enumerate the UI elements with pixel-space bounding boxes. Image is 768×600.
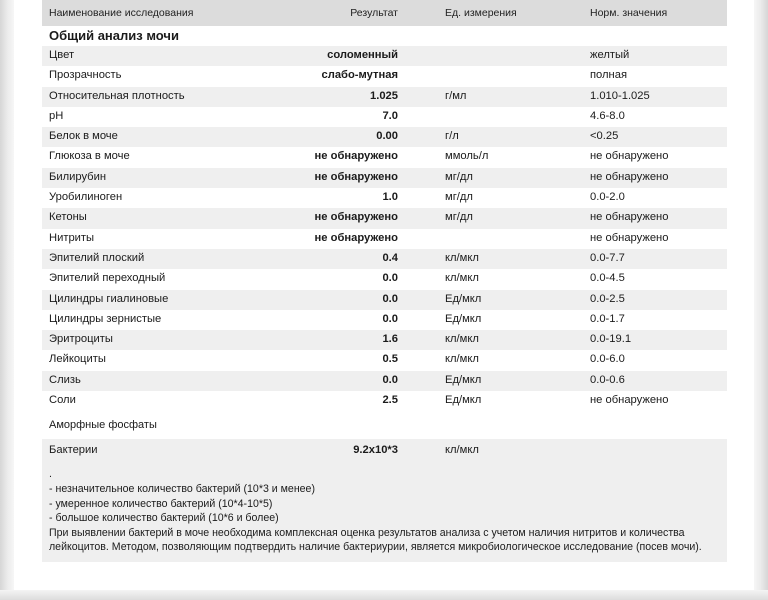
row-norm: не обнаружено xyxy=(590,394,669,407)
row-unit: Ед/мкл xyxy=(445,312,482,325)
row-unit: кл/мкл xyxy=(445,353,479,366)
table-row xyxy=(42,147,727,167)
page-shadow-right xyxy=(754,0,768,600)
row-name: Нитриты xyxy=(49,231,95,244)
amorphous-note-text: Аморфные фосфаты xyxy=(49,419,157,432)
bacteria-name: Бактерии xyxy=(49,444,98,457)
table-row xyxy=(42,350,727,370)
row-norm: не обнаружено xyxy=(590,231,669,244)
row-result: 0.0 xyxy=(382,292,398,305)
row-norm: 1.010-1.025 xyxy=(590,89,650,102)
row-norm: полная xyxy=(590,69,628,82)
row-norm: не обнаружено xyxy=(590,211,669,224)
table-row xyxy=(42,249,727,269)
row-result: слабо-мутная xyxy=(321,69,398,82)
row-result: 7.0 xyxy=(382,109,398,122)
table-row xyxy=(42,269,727,289)
row-name: pH xyxy=(49,109,64,122)
bacteria-row xyxy=(42,439,727,461)
page-shadow-bottom xyxy=(0,590,768,600)
row-name: Цвет xyxy=(49,49,75,61)
table-row xyxy=(42,66,727,86)
row-unit: кл/мкл xyxy=(445,251,479,264)
header-unit: Ед. измерения xyxy=(445,7,517,19)
row-result: 1.0 xyxy=(382,191,398,204)
row-unit: мг/дл xyxy=(445,191,473,204)
table-row xyxy=(42,290,727,310)
row-unit: мг/дл xyxy=(445,170,473,183)
table-row xyxy=(42,330,727,350)
row-result: 0.0 xyxy=(382,272,398,285)
row-norm: желтый xyxy=(590,49,630,61)
row-result: соломенный xyxy=(327,49,398,61)
table-header xyxy=(42,0,727,26)
row-unit: кл/мкл xyxy=(445,272,479,285)
results-table xyxy=(42,0,727,562)
row-norm: 0.0-0.6 xyxy=(590,373,625,386)
row-name: Прозрачность xyxy=(49,69,122,82)
row-result: не обнаружено xyxy=(314,211,398,224)
row-result: 1.6 xyxy=(382,333,398,346)
note-line: - умеренное количество бактерий (10*4-10*5) xyxy=(49,497,273,510)
note-line: - незначительное количество бактерий (10*3 и менее) xyxy=(49,482,315,495)
row-result: 1.025 xyxy=(370,89,398,102)
row-result: 0.00 xyxy=(376,130,398,143)
row-unit: Ед/мкл xyxy=(445,292,482,305)
row-norm: 0.0-6.0 xyxy=(590,353,625,366)
row-name: Глюкоза в моче xyxy=(49,150,130,163)
row-unit: кл/мкл xyxy=(445,333,479,346)
row-norm: 0.0-7.7 xyxy=(590,251,625,264)
bacteria-unit: кл/мкл xyxy=(445,444,479,457)
note-line: При выявлении бактерий в моче необходима комплексная оценка результатов анализа с учетом наличия нитритов и количества лейкоцитов. Методом, позволяющим подтвердить наличие бактериурии, является микробиологическое исследование (посев мочи). xyxy=(49,526,702,554)
table-row xyxy=(42,46,727,66)
row-name: Эритроциты xyxy=(49,333,113,346)
table-row xyxy=(42,208,727,228)
row-result: 0.0 xyxy=(382,312,398,325)
header-name: Наименование исследования xyxy=(49,7,194,19)
table-row xyxy=(42,107,727,127)
table-row xyxy=(42,168,727,188)
row-unit: Ед/мкл xyxy=(445,394,482,407)
row-norm: 0.0-4.5 xyxy=(590,272,625,285)
row-name: Кетоны xyxy=(49,211,87,224)
table-row xyxy=(42,391,727,411)
row-name: Лейкоциты xyxy=(49,353,106,366)
note-line: . xyxy=(49,468,52,481)
row-norm: не обнаружено xyxy=(590,170,669,183)
note-line: - большое количество бактерий (10*6 и более) xyxy=(49,512,279,525)
table-row xyxy=(42,87,727,107)
table-row xyxy=(42,127,727,147)
row-result: 0.5 xyxy=(382,353,398,366)
row-name: Эпителий плоский xyxy=(49,251,145,264)
bacteria-result: 9.2x10*3 xyxy=(353,444,398,457)
section-title xyxy=(42,26,727,46)
header-norm: Норм. значения xyxy=(590,7,668,19)
table-body xyxy=(42,46,727,411)
table-row xyxy=(42,188,727,208)
row-name: Слизь xyxy=(49,373,81,386)
bacteria-notes xyxy=(42,461,727,562)
row-norm: 0.0-2.5 xyxy=(590,292,625,305)
row-name: Уробилиноген xyxy=(49,191,123,204)
row-name: Билирубин xyxy=(49,170,107,183)
row-result: 2.5 xyxy=(382,394,398,407)
table-row xyxy=(42,371,727,391)
row-name: Соли xyxy=(49,394,76,407)
table-row xyxy=(42,229,727,249)
row-name: Цилиндры зернистые xyxy=(49,312,162,325)
row-norm: 0.0-2.0 xyxy=(590,191,625,204)
row-unit: ммоль/л xyxy=(445,150,489,163)
row-result: 0.4 xyxy=(382,251,398,264)
row-unit: мг/дл xyxy=(445,211,473,224)
row-norm: 0.0-19.1 xyxy=(590,333,632,346)
row-name: Эпителий переходный xyxy=(49,272,166,285)
row-name: Цилиндры гиалиновые xyxy=(49,292,169,305)
row-unit: г/мл xyxy=(445,89,467,102)
row-unit: г/л xyxy=(445,130,459,143)
row-result: не обнаружено xyxy=(314,170,398,183)
row-norm: не обнаружено xyxy=(590,150,669,163)
row-norm: 0.0-1.7 xyxy=(590,312,625,325)
row-norm: 4.6-8.0 xyxy=(590,109,625,122)
table-row xyxy=(42,310,727,330)
row-name: Белок в моче xyxy=(49,130,118,143)
row-result: 0.0 xyxy=(382,373,398,386)
amorphous-note xyxy=(42,411,727,439)
row-norm: <0.25 xyxy=(590,130,619,143)
row-result: не обнаружено xyxy=(314,150,398,163)
section-title-text: Общий анализ мочи xyxy=(49,28,179,43)
row-name: Относительная плотность xyxy=(49,89,185,102)
row-unit: Ед/мкл xyxy=(445,373,482,386)
header-result: Результат xyxy=(350,7,398,19)
page-shadow-left xyxy=(0,0,14,600)
row-result: не обнаружено xyxy=(314,231,398,244)
